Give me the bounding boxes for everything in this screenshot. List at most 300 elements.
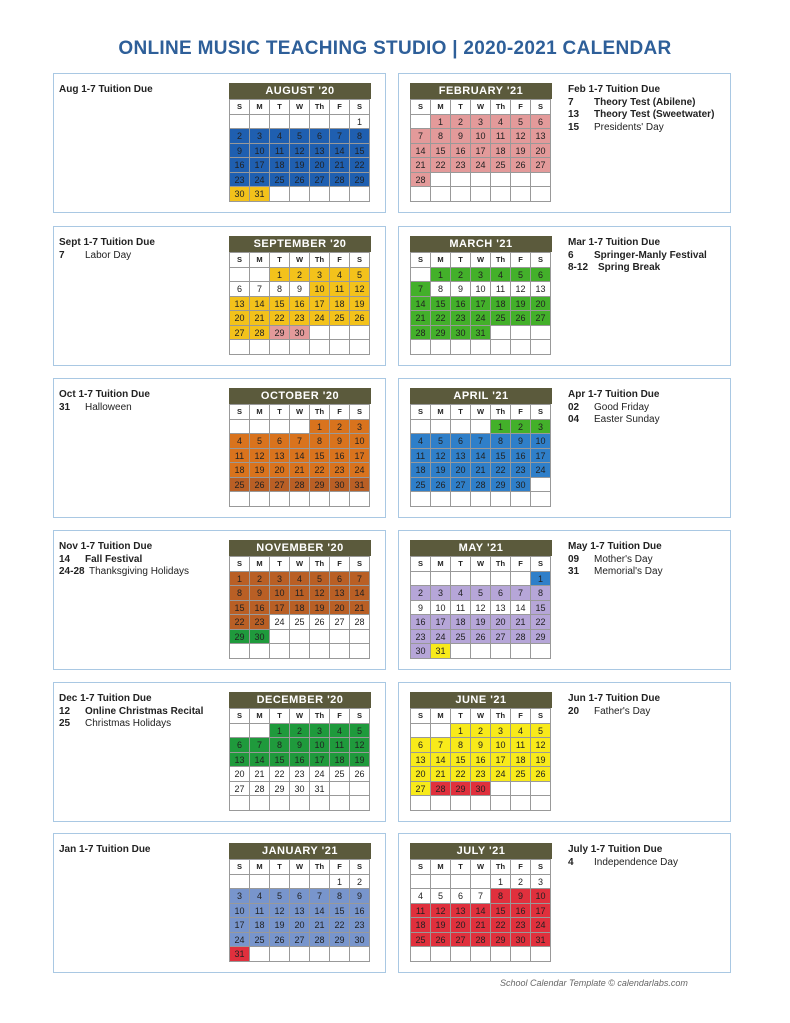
weekday-header: S (411, 860, 431, 875)
weekday-header: W (471, 100, 491, 115)
weekday-header: S (411, 405, 431, 420)
day-cell: 23 (451, 158, 471, 173)
weekday-header: M (431, 253, 451, 268)
day-cell: 18 (411, 918, 431, 933)
day-cell: 7 (250, 738, 270, 753)
month-calendar (229, 692, 371, 811)
day-cell: 15 (230, 601, 250, 616)
day-cell: 2 (411, 586, 431, 601)
day-cell: 1 (270, 724, 290, 739)
day-cell: 16 (511, 449, 531, 464)
day-cell: 1 (491, 420, 511, 435)
day-cell: 6 (531, 268, 551, 283)
month-header: OCTOBER '20 (229, 388, 371, 404)
weekday-header: S (230, 405, 250, 420)
day-cell: 14 (471, 904, 491, 919)
empty-cell (451, 492, 471, 507)
day-cell: 14 (411, 144, 431, 159)
day-cell: 15 (310, 449, 330, 464)
empty-cell (491, 947, 511, 962)
weekday-header: W (290, 860, 310, 875)
weekday-header: W (290, 253, 310, 268)
weekday-header: S (350, 860, 370, 875)
note-row (568, 541, 663, 554)
day-cell: 12 (290, 144, 310, 159)
day-cell: 26 (431, 933, 451, 948)
day-cell: 12 (511, 282, 531, 297)
empty-cell (451, 796, 471, 811)
day-cell: 11 (491, 282, 511, 297)
empty-cell (250, 420, 270, 435)
day-cell: 27 (451, 933, 471, 948)
day-cell: 2 (230, 129, 250, 144)
weekday-header: S (531, 100, 551, 115)
day-cell: 6 (451, 889, 471, 904)
empty-cell (471, 420, 491, 435)
day-cell: 4 (411, 889, 431, 904)
empty-cell (270, 492, 290, 507)
empty-cell (411, 572, 431, 587)
day-cell: 11 (411, 449, 431, 464)
day-cell: 8 (350, 129, 370, 144)
empty-cell (230, 340, 250, 355)
day-cell: 30 (511, 478, 531, 493)
month-grid (229, 99, 370, 202)
day-cell: 22 (491, 463, 511, 478)
weekday-header: Th (310, 405, 330, 420)
empty-cell (290, 630, 310, 645)
day-cell: 25 (491, 158, 511, 173)
day-cell: 7 (511, 586, 531, 601)
day-cell: 22 (270, 767, 290, 782)
weekday-header: T (451, 860, 471, 875)
day-cell: 14 (511, 601, 531, 616)
notes-list (59, 693, 203, 731)
day-cell: 28 (471, 478, 491, 493)
empty-cell (230, 724, 250, 739)
day-cell: 23 (250, 615, 270, 630)
weekday-header: T (451, 405, 471, 420)
weekday-header: S (411, 557, 431, 572)
day-cell: 16 (350, 904, 370, 919)
day-cell: 30 (411, 644, 431, 659)
day-cell: 20 (531, 144, 551, 159)
day-cell: 7 (250, 282, 270, 297)
note-date: 20 (568, 705, 580, 717)
day-cell: 27 (310, 173, 330, 188)
day-cell: 19 (431, 918, 451, 933)
day-cell: 22 (431, 158, 451, 173)
empty-cell (431, 875, 451, 890)
day-cell: 29 (270, 782, 290, 797)
empty-cell (230, 420, 250, 435)
day-cell: 10 (350, 434, 370, 449)
empty-cell (411, 796, 431, 811)
empty-cell (230, 875, 250, 890)
day-cell: 8 (531, 586, 551, 601)
day-cell: 21 (471, 918, 491, 933)
weekday-header: M (431, 860, 451, 875)
day-cell: 1 (310, 420, 330, 435)
day-cell: 12 (511, 129, 531, 144)
day-cell: 31 (230, 947, 250, 962)
month-header: MARCH '21 (410, 236, 552, 252)
weekday-header: Th (491, 253, 511, 268)
month-grid (229, 556, 370, 659)
empty-cell (471, 796, 491, 811)
weekday-header: M (431, 405, 451, 420)
day-cell: 7 (411, 282, 431, 297)
day-cell: 2 (290, 724, 310, 739)
note-date: 31 (59, 401, 71, 413)
day-cell: 4 (451, 586, 471, 601)
day-cell: 3 (431, 586, 451, 601)
day-cell: 10 (310, 282, 330, 297)
empty-cell (471, 644, 491, 659)
day-cell: 22 (230, 615, 250, 630)
weekday-header: T (451, 557, 471, 572)
day-cell: 28 (310, 933, 330, 948)
day-cell: 14 (431, 753, 451, 768)
month-header: NOVEMBER '20 (229, 540, 371, 556)
weekday-header: S (230, 100, 250, 115)
note-row (568, 414, 660, 427)
empty-cell (531, 796, 551, 811)
notes-list (59, 84, 153, 97)
empty-cell (250, 644, 270, 659)
month-calendar (410, 540, 552, 659)
day-cell: 23 (511, 918, 531, 933)
empty-cell (471, 875, 491, 890)
day-cell: 30 (471, 782, 491, 797)
day-cell: 17 (471, 144, 491, 159)
day-cell: 16 (411, 615, 431, 630)
weekday-header: T (270, 253, 290, 268)
empty-cell (350, 796, 370, 811)
day-cell: 14 (250, 297, 270, 312)
day-cell: 25 (491, 311, 511, 326)
day-cell: 19 (250, 463, 270, 478)
day-cell: 29 (350, 173, 370, 188)
weekday-header: S (230, 860, 250, 875)
empty-cell (350, 782, 370, 797)
month-calendar (410, 692, 552, 811)
empty-cell (290, 340, 310, 355)
note-row (568, 389, 660, 402)
day-cell: 27 (531, 311, 551, 326)
day-cell: 18 (290, 601, 310, 616)
note-row (568, 693, 660, 706)
empty-cell (230, 268, 250, 283)
day-cell: 22 (491, 918, 511, 933)
note-heading: May 1-7 Tuition Due (568, 541, 662, 552)
day-cell: 4 (250, 889, 270, 904)
note-text: Online Christmas Recital (85, 705, 204, 717)
empty-cell (270, 947, 290, 962)
day-cell: 28 (411, 173, 431, 188)
empty-cell (431, 492, 451, 507)
weekday-header: W (290, 405, 310, 420)
notes-list (59, 237, 155, 262)
weekday-header: S (230, 709, 250, 724)
day-cell: 20 (330, 601, 350, 616)
day-cell: 17 (250, 158, 270, 173)
day-cell: 18 (451, 615, 471, 630)
day-cell: 25 (330, 767, 350, 782)
day-cell: 13 (531, 282, 551, 297)
empty-cell (330, 947, 350, 962)
day-cell: 3 (471, 115, 491, 130)
day-cell: 29 (451, 782, 471, 797)
day-cell: 21 (431, 767, 451, 782)
empty-cell (310, 492, 330, 507)
day-cell: 1 (431, 268, 451, 283)
day-cell: 11 (230, 449, 250, 464)
weekday-header: M (250, 557, 270, 572)
day-cell: 18 (330, 297, 350, 312)
day-cell: 22 (350, 158, 370, 173)
weekday-header: T (451, 253, 471, 268)
day-cell: 22 (330, 918, 350, 933)
note-row (59, 389, 150, 402)
empty-cell (451, 340, 471, 355)
day-cell: 28 (290, 478, 310, 493)
day-cell: 25 (270, 173, 290, 188)
day-cell: 27 (491, 630, 511, 645)
empty-cell (491, 340, 511, 355)
day-cell: 16 (250, 601, 270, 616)
month-calendar (229, 83, 371, 202)
weekday-header: Th (310, 100, 330, 115)
weekday-header: Th (310, 860, 330, 875)
day-cell: 17 (471, 297, 491, 312)
day-cell: 9 (350, 889, 370, 904)
day-cell: 24 (531, 918, 551, 933)
day-cell: 18 (250, 918, 270, 933)
empty-cell (330, 644, 350, 659)
day-cell: 10 (531, 434, 551, 449)
weekday-header: S (531, 405, 551, 420)
day-cell: 3 (471, 268, 491, 283)
day-cell: 9 (471, 738, 491, 753)
day-cell: 10 (531, 889, 551, 904)
day-cell: 11 (270, 144, 290, 159)
note-text: Theory Test (Abilene) (594, 96, 696, 108)
day-cell: 27 (451, 478, 471, 493)
day-cell: 24 (431, 630, 451, 645)
day-cell: 26 (350, 767, 370, 782)
weekday-header: S (411, 100, 431, 115)
empty-cell (310, 947, 330, 962)
empty-cell (270, 630, 290, 645)
note-row (568, 566, 663, 579)
day-cell: 31 (310, 782, 330, 797)
empty-cell (310, 187, 330, 202)
day-cell: 13 (230, 753, 250, 768)
month-grid (410, 708, 551, 811)
empty-cell (330, 115, 350, 130)
day-cell: 12 (250, 449, 270, 464)
empty-cell (511, 947, 531, 962)
day-cell: 21 (350, 601, 370, 616)
weekday-header: T (270, 405, 290, 420)
empty-cell (471, 173, 491, 188)
day-cell: 31 (531, 933, 551, 948)
weekday-header: S (531, 557, 551, 572)
note-date: 09 (568, 553, 580, 565)
empty-cell (230, 492, 250, 507)
day-cell: 2 (290, 268, 310, 283)
day-cell: 14 (350, 586, 370, 601)
empty-cell (290, 644, 310, 659)
day-cell: 25 (451, 630, 471, 645)
day-cell: 15 (431, 144, 451, 159)
day-cell: 16 (451, 297, 471, 312)
empty-cell (270, 796, 290, 811)
note-date: 7 (59, 249, 65, 261)
note-text: Presidents' Day (594, 121, 664, 133)
empty-cell (330, 796, 350, 811)
day-cell: 25 (290, 615, 310, 630)
weekday-header: Th (491, 100, 511, 115)
empty-cell (230, 644, 250, 659)
note-text: Father's Day (594, 705, 651, 717)
weekday-header: W (471, 405, 491, 420)
empty-cell (290, 875, 310, 890)
day-cell: 4 (330, 724, 350, 739)
day-cell: 15 (330, 904, 350, 919)
empty-cell (310, 115, 330, 130)
day-cell: 7 (350, 572, 370, 587)
weekday-header: S (350, 253, 370, 268)
day-cell: 11 (330, 282, 350, 297)
day-cell: 4 (290, 572, 310, 587)
day-cell: 29 (270, 326, 290, 341)
month-grid (229, 252, 370, 355)
day-cell: 9 (451, 282, 471, 297)
empty-cell (330, 187, 350, 202)
month-header: JANUARY '21 (229, 843, 371, 859)
note-text: Good Friday (594, 401, 650, 413)
day-cell: 5 (511, 115, 531, 130)
empty-cell (330, 782, 350, 797)
day-cell: 30 (290, 782, 310, 797)
note-row (59, 566, 189, 579)
day-cell: 18 (411, 463, 431, 478)
day-cell: 28 (350, 615, 370, 630)
empty-cell (431, 173, 451, 188)
note-date: 15 (568, 121, 580, 133)
note-date: 4 (568, 856, 574, 868)
day-cell: 28 (250, 782, 270, 797)
month-calendar (410, 388, 552, 507)
day-cell: 3 (270, 572, 290, 587)
weekday-header: M (250, 709, 270, 724)
day-cell: 13 (310, 144, 330, 159)
day-cell: 19 (350, 297, 370, 312)
empty-cell (290, 796, 310, 811)
day-cell: 10 (471, 129, 491, 144)
day-cell: 6 (491, 586, 511, 601)
note-row (568, 857, 678, 870)
day-cell: 7 (431, 738, 451, 753)
empty-cell (350, 340, 370, 355)
day-cell: 3 (531, 875, 551, 890)
day-cell: 26 (290, 173, 310, 188)
day-cell: 18 (491, 144, 511, 159)
day-cell: 6 (411, 738, 431, 753)
weekday-header: F (330, 709, 350, 724)
empty-cell (491, 187, 511, 202)
empty-cell (531, 644, 551, 659)
weekday-header: T (270, 557, 290, 572)
day-cell: 5 (471, 586, 491, 601)
day-cell: 26 (511, 311, 531, 326)
weekday-header: F (511, 100, 531, 115)
empty-cell (491, 326, 511, 341)
weekday-header: F (330, 860, 350, 875)
empty-cell (411, 115, 431, 130)
notes-list (568, 693, 660, 718)
day-cell: 22 (531, 615, 551, 630)
day-cell: 31 (250, 187, 270, 202)
month-calendar (410, 83, 552, 202)
day-cell: 27 (330, 615, 350, 630)
note-row (59, 402, 150, 415)
empty-cell (270, 115, 290, 130)
day-cell: 13 (491, 601, 511, 616)
day-cell: 26 (310, 615, 330, 630)
day-cell: 24 (471, 158, 491, 173)
note-date: 13 (568, 109, 580, 120)
day-cell: 13 (290, 904, 310, 919)
empty-cell (350, 630, 370, 645)
day-cell: 21 (411, 158, 431, 173)
day-cell: 20 (290, 918, 310, 933)
day-cell: 1 (431, 115, 451, 130)
empty-cell (531, 173, 551, 188)
weekday-header: S (230, 557, 250, 572)
empty-cell (491, 796, 511, 811)
note-date: 8-12 (568, 262, 589, 273)
day-cell: 2 (350, 875, 370, 890)
day-cell: 3 (531, 420, 551, 435)
day-cell: 19 (511, 144, 531, 159)
weekday-header: S (230, 253, 250, 268)
day-cell: 10 (310, 738, 330, 753)
empty-cell (230, 115, 250, 130)
day-cell: 23 (230, 173, 250, 188)
day-cell: 11 (330, 738, 350, 753)
day-cell: 14 (330, 144, 350, 159)
weekday-header: F (330, 405, 350, 420)
empty-cell (451, 420, 471, 435)
day-cell: 8 (491, 434, 511, 449)
day-cell: 9 (250, 586, 270, 601)
weekday-header: M (431, 557, 451, 572)
empty-cell (471, 492, 491, 507)
day-cell: 21 (290, 463, 310, 478)
day-cell: 9 (511, 434, 531, 449)
day-cell: 24 (491, 767, 511, 782)
day-cell: 8 (431, 282, 451, 297)
note-row (568, 554, 663, 567)
weekday-header: Th (310, 253, 330, 268)
day-cell: 9 (451, 129, 471, 144)
note-row (59, 706, 203, 719)
empty-cell (330, 340, 350, 355)
day-cell: 26 (531, 767, 551, 782)
